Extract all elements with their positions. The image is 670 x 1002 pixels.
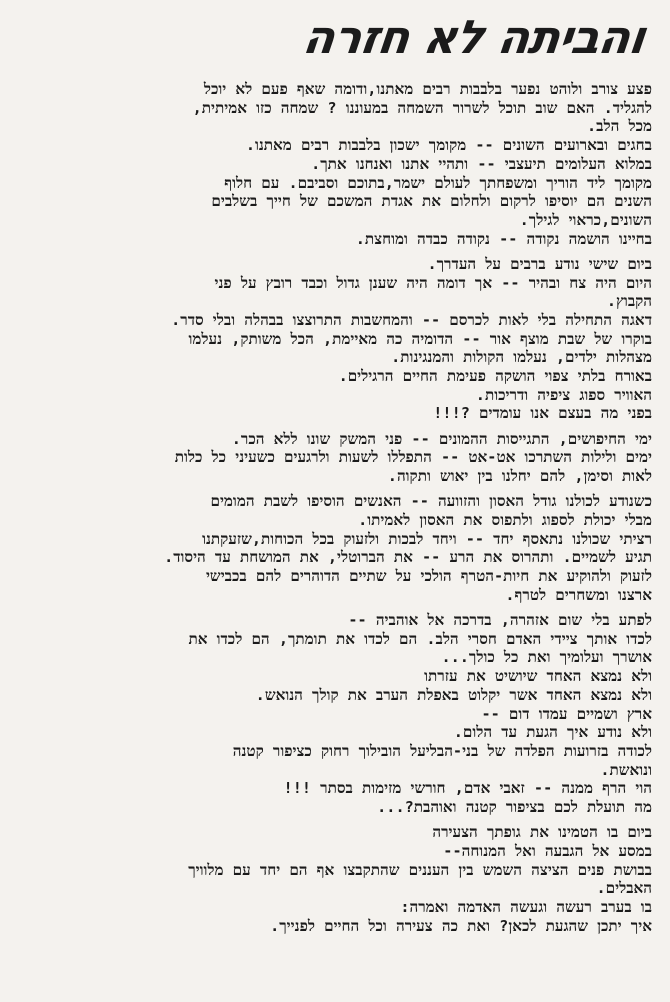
- text-line: תגיע לשמיים. ותהרוס את הרע -- את הברוטלי, את המושחת עד היסוד.: [164, 548, 652, 567]
- text-line: מצהלות ילדים, נעלמו הקולות והמנגינות.: [391, 348, 652, 367]
- text-line: ביום שישי נודע ברבים על העדרך.: [427, 254, 652, 273]
- text-line: איך יתכן שהגעת לכאן? ואת כה צעירה וכל החיים לפנייך.: [270, 916, 652, 935]
- text-line: בפני מה בעצם אנו עומדים ?!!!: [433, 404, 652, 423]
- text-line: לכדו אותך ציידי האדם חסרי הלב. הם לכדו את תומתך, הם לכדו את: [188, 629, 652, 648]
- text-line: לפתע בלי שום אזהרה, בדרכה אל אוהביה --: [348, 610, 652, 629]
- paragraph-2: [12, 255, 652, 423]
- text-line: ונואשת.: [600, 760, 652, 779]
- text-line: במסע אל הגבעה ואל המנוחה--: [443, 841, 652, 860]
- text-line: ולא נמצא האחד שיושיט את עזרתו: [424, 667, 652, 686]
- text-line: בחגים ובארועים השונים -- מקומך ישכון בלבבות רבים מאתנו.: [245, 136, 652, 155]
- text-line: ימים ולילות השתרכו אט-אט -- התפללו לשעות ולרגעים כשעיני כל כלות: [174, 448, 652, 467]
- text-line: לאות וסימן, להם יחלנו בין יאוש ותקוה.: [387, 467, 652, 486]
- article-title: והביתה לא חזרה: [299, 10, 649, 64]
- text-line: מקומך ליד הוריך ומשפחתך לעולם ישמר,בתוכם וסביבם. עם חלוף: [224, 173, 652, 192]
- text-line: אושרך ועלומיך ואת כל כולך...: [441, 648, 652, 667]
- text-line: ביום בו הטמינו את גופתך הצעירה: [432, 823, 652, 842]
- text-line: בבושת פנים הציצה השמש בין העננים שהתקבצו אף הם יחד עם מלוויך: [188, 860, 652, 879]
- text-line: הוי הרף ממנה -- זאבי אדם, חורשי מזימות בסתר !!!: [283, 779, 652, 798]
- text-line: האבלים.: [596, 879, 652, 898]
- text-line: בוקרו של שבת מוצף אור -- הדומיה כה מאיימת, הכל משותק, נעלמו: [188, 329, 652, 348]
- paragraph-3: [12, 430, 652, 486]
- text-line: רציתי שכולנו נתאסף יחד -- ויחד לבכות ולזעוק בכל הכוחות,שזעקתנו: [202, 529, 652, 548]
- text-line: היום היה צח ובהיר -- אך דומה היה שענן גדול וכבד רובץ על פני: [214, 273, 652, 292]
- text-line: הקבוץ.: [606, 292, 652, 311]
- text-line: בו בערב רעשה וגעשה האדמה ואמרה:: [400, 898, 652, 917]
- text-line: פצע צורב ולוהט נפער בלבבות רבים מאתנו,ודומה שאף פעם לא יוכל: [203, 80, 652, 98]
- text-line: מבלי יכולת לספוג ולתפוס את האסון לאמיתו.: [358, 510, 652, 529]
- text-line: דאגה התחילה בלי לאות לכרסם -- והמחשבות התרוצצו בבהלה ובלי סדר.: [171, 310, 652, 329]
- text-line: מה תועלת לכם בציפור קטנה ואוהבת?...: [377, 798, 652, 817]
- text-line: השונים,כראוי לגילך.: [519, 210, 652, 229]
- text-line: להגליד. האם שוב תוכל לשרור השמחה במעוננו ? שמחה כזו אמיתית,: [192, 98, 652, 117]
- text-line: בחיינו הושמה נקודה -- נקודה כבדה ומוחצת.: [355, 229, 652, 248]
- text-line: באורח בלתי צפוי הושקה פעימת החיים הרגילים.: [338, 367, 652, 386]
- paragraph-1: [12, 80, 652, 248]
- text-line: ימי החיפושים, התגייסות ההמונים -- פני המשק שונו ללא הכר.: [231, 429, 652, 448]
- paragraph-5: [12, 611, 652, 817]
- text-line: ולא נמצא האחד אשר יקלוט באפלת הערב את קולך הנואש.: [255, 685, 652, 704]
- text-line: ארצנו ומשחרים לטרף.: [505, 585, 652, 604]
- text-line: ארץ ושמיים עמדו דום --: [481, 704, 652, 723]
- text-line: האוויר ספוג ציפיה ודריכות.: [475, 385, 652, 404]
- text-line: ולא נודע איך הגעת עד הלום.: [453, 723, 652, 742]
- paragraph-6: [12, 823, 652, 935]
- text-line: לכודה בזרועות הפלדה של בני-הבליעל הובילוך רחוק כציפור קטנה: [232, 741, 652, 760]
- paragraph-4: [12, 492, 652, 604]
- text-line: מכל הלב.: [587, 117, 652, 136]
- article-body: [12, 80, 652, 935]
- text-line: השנים הם יוסיפו לרקום ולחלום את אגדת המשכם של חייך בשלבים: [211, 192, 652, 211]
- text-line: במלוא העלומים תיעצבי -- ותהיי אתנו ואנחנו אתך.: [311, 154, 652, 173]
- text-line: לזעוק ולהוקיע את חיות-הטרף הולכי על שתיים הדוהרים להם בכבישי: [205, 567, 652, 586]
- text-line: כשנודע לכולנו גודל האסון והזוועה -- האנשים הוסיפו לשבת המומים: [210, 492, 652, 511]
